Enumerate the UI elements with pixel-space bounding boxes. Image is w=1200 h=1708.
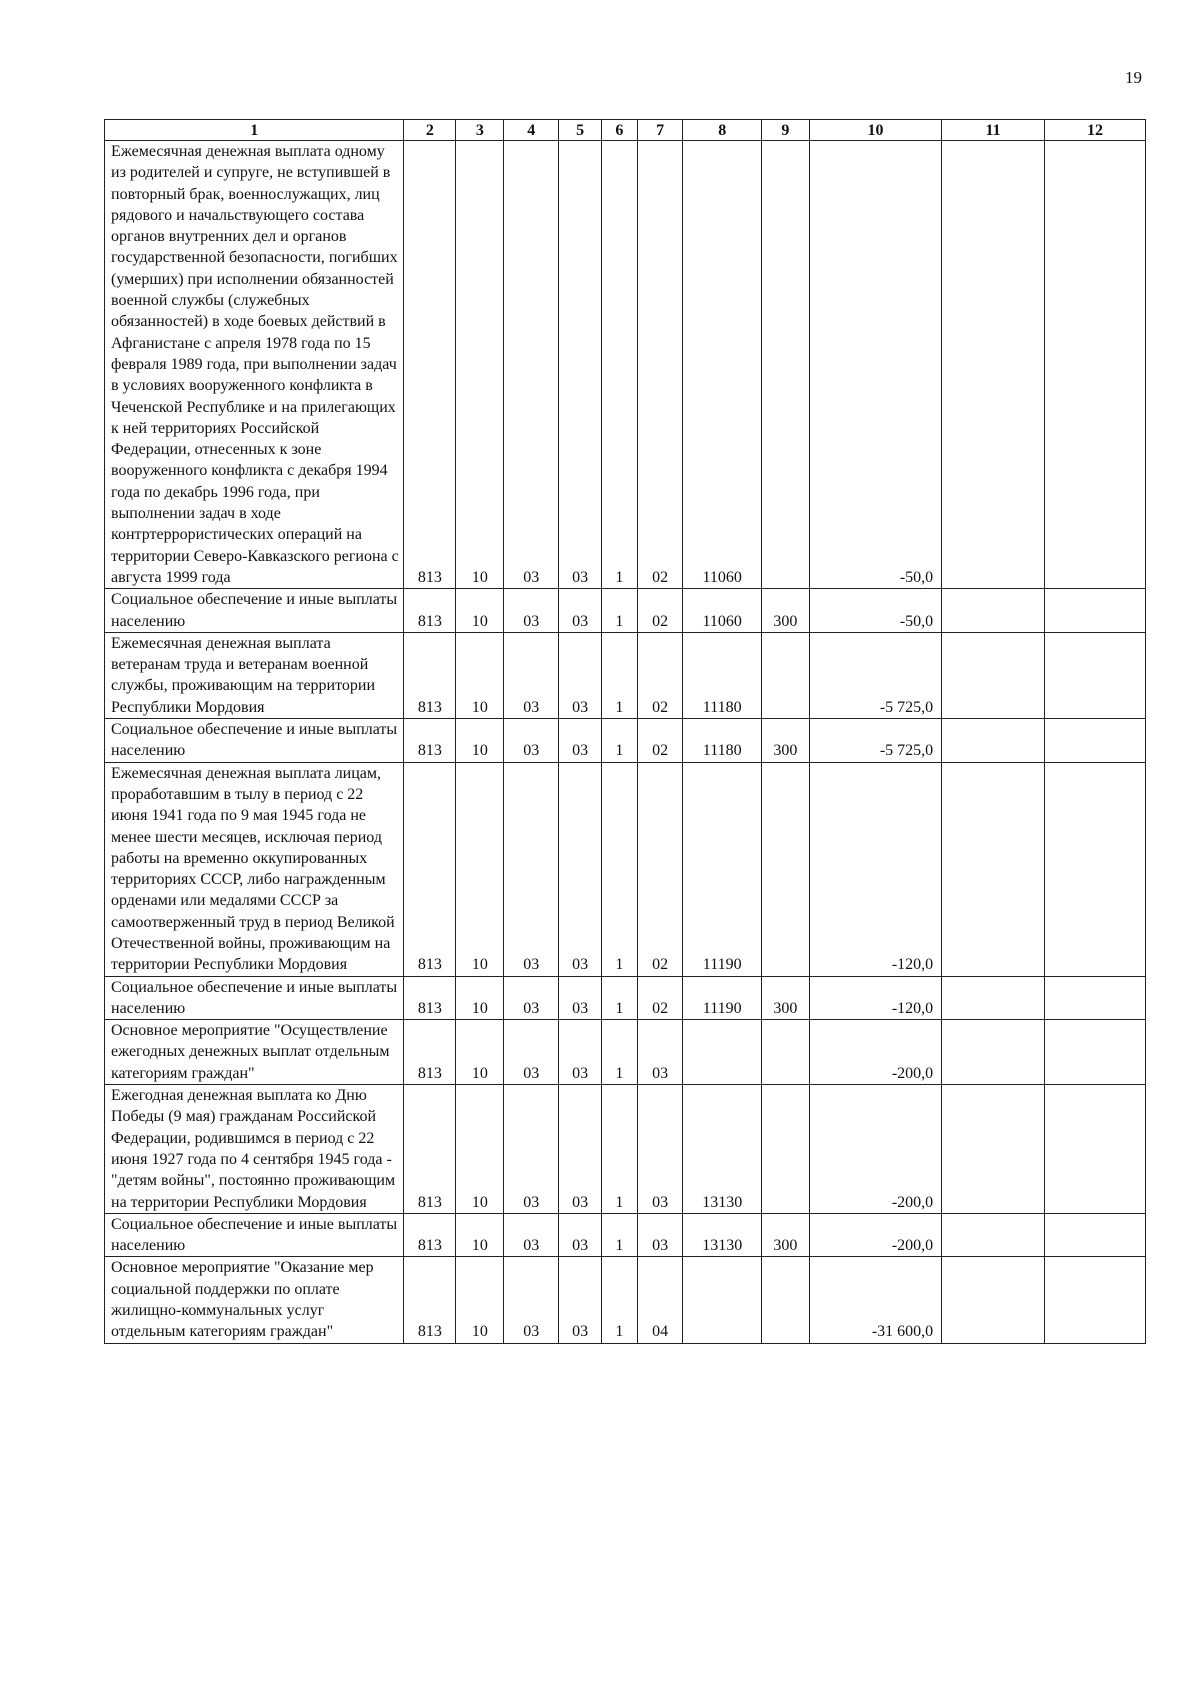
cell-col-4: 03: [504, 719, 559, 763]
cell-col-10: -200,0: [809, 1085, 941, 1214]
cell-col-3: 10: [456, 719, 504, 763]
cell-col-3: 10: [456, 762, 504, 976]
row-description: Ежемесячная денежная выплата одному из родителей и супруге, не вступившей в повторный брак, военнослужащих, лиц рядового и начальствующего состава органов внутренних дел и органов государственной безопасности, погибших (умерших) при исполнении обязанностей военной службы (служебных обязанностей) в ходе боевых действий в Афганистане с апреля 1978 года по 15 февраля 1989 года, при выполнении задач в условиях вооруженного конфликта в Чеченской Республике и на прилегающих к ней территориях Российской Федерации, отнесенных к зоне вооруженного конфликта с декабря 1994 года по декабрь 1996 года, при выполнении задач в ходе контртеррористических операций на территории Северо-Кавказского региона с августа 1999 года: [105, 141, 404, 589]
cell-col-10: -50,0: [809, 141, 941, 589]
cell-col-9: [761, 1257, 809, 1343]
table-row: [105, 762, 1146, 976]
table-row: [105, 1020, 1146, 1085]
cell-col-12: [1045, 976, 1146, 1020]
cell-col-9: [761, 632, 809, 718]
cell-col-11: [942, 1257, 1045, 1343]
cell-col-11: [942, 589, 1045, 633]
cell-col-4: 03: [504, 1257, 559, 1343]
cell-col-7: 02: [637, 762, 683, 976]
cell-col-5: 03: [559, 1085, 602, 1214]
cell-col-7: 02: [637, 632, 683, 718]
cell-col-10: -50,0: [809, 589, 941, 633]
cell-col-8: 11190: [683, 762, 761, 976]
cell-col-12: [1045, 141, 1146, 589]
cell-col-12: [1045, 719, 1146, 763]
table-row: [105, 1257, 1146, 1343]
table-row: [105, 1085, 1146, 1214]
cell-col-3: 10: [456, 141, 504, 589]
cell-col-3: 10: [456, 1085, 504, 1214]
cell-col-4: 03: [504, 976, 559, 1020]
cell-col-9: [761, 762, 809, 976]
column-header-10: 10: [809, 120, 941, 141]
cell-col-3: 10: [456, 632, 504, 718]
table-row: [105, 141, 1146, 589]
cell-col-11: [942, 976, 1045, 1020]
cell-col-9: 300: [761, 1213, 809, 1257]
cell-col-6: 1: [602, 1213, 638, 1257]
cell-col-6: 1: [602, 141, 638, 589]
cell-col-4: 03: [504, 589, 559, 633]
row-description: Социальное обеспечение и иные выплаты населению: [105, 589, 404, 633]
cell-col-2: 813: [404, 141, 456, 589]
cell-col-7: 02: [637, 976, 683, 1020]
cell-col-11: [942, 1085, 1045, 1214]
row-description: Социальное обеспечение и иные выплаты населению: [105, 719, 404, 763]
table-row: [105, 719, 1146, 763]
cell-col-6: 1: [602, 632, 638, 718]
cell-col-7: 03: [637, 1085, 683, 1214]
cell-col-8: 11180: [683, 632, 761, 718]
cell-col-11: [942, 762, 1045, 976]
table-row: [105, 1213, 1146, 1257]
cell-col-2: 813: [404, 1020, 456, 1085]
column-header-2: 2: [404, 120, 456, 141]
cell-col-3: 10: [456, 1213, 504, 1257]
cell-col-5: 03: [559, 632, 602, 718]
cell-col-2: 813: [404, 632, 456, 718]
cell-col-2: 813: [404, 976, 456, 1020]
cell-col-6: 1: [602, 1085, 638, 1214]
table-body: [105, 141, 1146, 1344]
row-description: Основное мероприятие "Оказание мер социальной поддержки по оплате жилищно-коммунальных услуг отдельным категориям граждан": [105, 1257, 404, 1343]
cell-col-3: 10: [456, 589, 504, 633]
cell-col-9: 300: [761, 976, 809, 1020]
cell-col-5: 03: [559, 141, 602, 589]
cell-col-10: -200,0: [809, 1213, 941, 1257]
cell-col-8: [683, 1257, 761, 1343]
cell-col-8: 11060: [683, 141, 761, 589]
cell-col-5: 03: [559, 1257, 602, 1343]
cell-col-10: -120,0: [809, 762, 941, 976]
cell-col-11: [942, 1213, 1045, 1257]
cell-col-8: 13130: [683, 1085, 761, 1214]
cell-col-7: 02: [637, 719, 683, 763]
cell-col-2: 813: [404, 1257, 456, 1343]
cell-col-6: 1: [602, 1020, 638, 1085]
cell-col-7: 02: [637, 589, 683, 633]
cell-col-8: 11060: [683, 589, 761, 633]
cell-col-3: 10: [456, 976, 504, 1020]
cell-col-11: [942, 719, 1045, 763]
cell-col-5: 03: [559, 589, 602, 633]
column-header-12: 12: [1045, 120, 1146, 141]
cell-col-2: 813: [404, 1085, 456, 1214]
cell-col-6: 1: [602, 589, 638, 633]
column-header-11: 11: [942, 120, 1045, 141]
budget-table: [104, 119, 1146, 1344]
cell-col-3: 10: [456, 1020, 504, 1085]
cell-col-4: 03: [504, 141, 559, 589]
cell-col-7: 02: [637, 141, 683, 589]
column-header-9: 9: [761, 120, 809, 141]
cell-col-4: 03: [504, 1020, 559, 1085]
cell-col-9: 300: [761, 719, 809, 763]
column-header-3: 3: [456, 120, 504, 141]
cell-col-2: 813: [404, 762, 456, 976]
cell-col-4: 03: [504, 632, 559, 718]
column-header-8: 8: [683, 120, 761, 141]
cell-col-8: 11180: [683, 719, 761, 763]
row-description: Социальное обеспечение и иные выплаты населению: [105, 1213, 404, 1257]
cell-col-6: 1: [602, 762, 638, 976]
cell-col-10: -120,0: [809, 976, 941, 1020]
page-number: 19: [1125, 68, 1142, 87]
cell-col-6: 1: [602, 1257, 638, 1343]
row-description: Ежемесячная денежная выплата лицам, проработавшим в тылу в период с 22 июня 1941 года по 9 мая 1945 года не менее шести месяцев, исключая период работы на временно оккупированных территориях СССР, либо награжденным орденами или медалями СССР за самоотверженный труд в период Великой Отечественной войны, проживающим на территории Республики Мордовия: [105, 762, 404, 976]
cell-col-10: -5 725,0: [809, 719, 941, 763]
cell-col-10: -200,0: [809, 1020, 941, 1085]
table-header: [105, 120, 1146, 141]
column-header-6: 6: [602, 120, 638, 141]
cell-col-2: 813: [404, 1213, 456, 1257]
cell-col-6: 1: [602, 976, 638, 1020]
cell-col-5: 03: [559, 762, 602, 976]
table-row: [105, 589, 1146, 633]
cell-col-12: [1045, 1085, 1146, 1214]
column-header-4: 4: [504, 120, 559, 141]
cell-col-7: 03: [637, 1020, 683, 1085]
cell-col-5: 03: [559, 719, 602, 763]
cell-col-9: 300: [761, 589, 809, 633]
cell-col-8: 11190: [683, 976, 761, 1020]
cell-col-2: 813: [404, 719, 456, 763]
cell-col-3: 10: [456, 1257, 504, 1343]
cell-col-4: 03: [504, 762, 559, 976]
cell-col-11: [942, 632, 1045, 718]
column-header-7: 7: [637, 120, 683, 141]
column-header-1: 1: [105, 120, 404, 141]
cell-col-12: [1045, 1020, 1146, 1085]
row-description: Ежегодная денежная выплата ко Дню Победы (9 мая) гражданам Российской Федерации, родившимся в период с 22 июня 1927 года по 4 сентября 1945 года - "детям войны", постоянно проживающим на территории Республики Мордовия: [105, 1085, 404, 1214]
cell-col-9: [761, 141, 809, 589]
table-row: [105, 976, 1146, 1020]
column-header-5: 5: [559, 120, 602, 141]
cell-col-8: 13130: [683, 1213, 761, 1257]
cell-col-4: 03: [504, 1213, 559, 1257]
cell-col-11: [942, 141, 1045, 589]
cell-col-12: [1045, 1257, 1146, 1343]
cell-col-12: [1045, 1213, 1146, 1257]
cell-col-11: [942, 1020, 1045, 1085]
cell-col-2: 813: [404, 589, 456, 633]
cell-col-6: 1: [602, 719, 638, 763]
cell-col-5: 03: [559, 1020, 602, 1085]
cell-col-9: [761, 1085, 809, 1214]
row-description: Основное мероприятие "Осуществление ежегодных денежных выплат отдельным категориям граждан": [105, 1020, 404, 1085]
cell-col-12: [1045, 589, 1146, 633]
cell-col-4: 03: [504, 1085, 559, 1214]
cell-col-12: [1045, 762, 1146, 976]
cell-col-10: -31 600,0: [809, 1257, 941, 1343]
cell-col-5: 03: [559, 1213, 602, 1257]
row-description: Ежемесячная денежная выплата ветеранам труда и ветеранам военной службы, проживающим на территории Республики Мордовия: [105, 632, 404, 718]
cell-col-7: 03: [637, 1213, 683, 1257]
cell-col-7: 04: [637, 1257, 683, 1343]
cell-col-12: [1045, 632, 1146, 718]
cell-col-9: [761, 1020, 809, 1085]
row-description: Социальное обеспечение и иные выплаты населению: [105, 976, 404, 1020]
cell-col-5: 03: [559, 976, 602, 1020]
cell-col-8: [683, 1020, 761, 1085]
table-row: [105, 632, 1146, 718]
cell-col-10: -5 725,0: [809, 632, 941, 718]
